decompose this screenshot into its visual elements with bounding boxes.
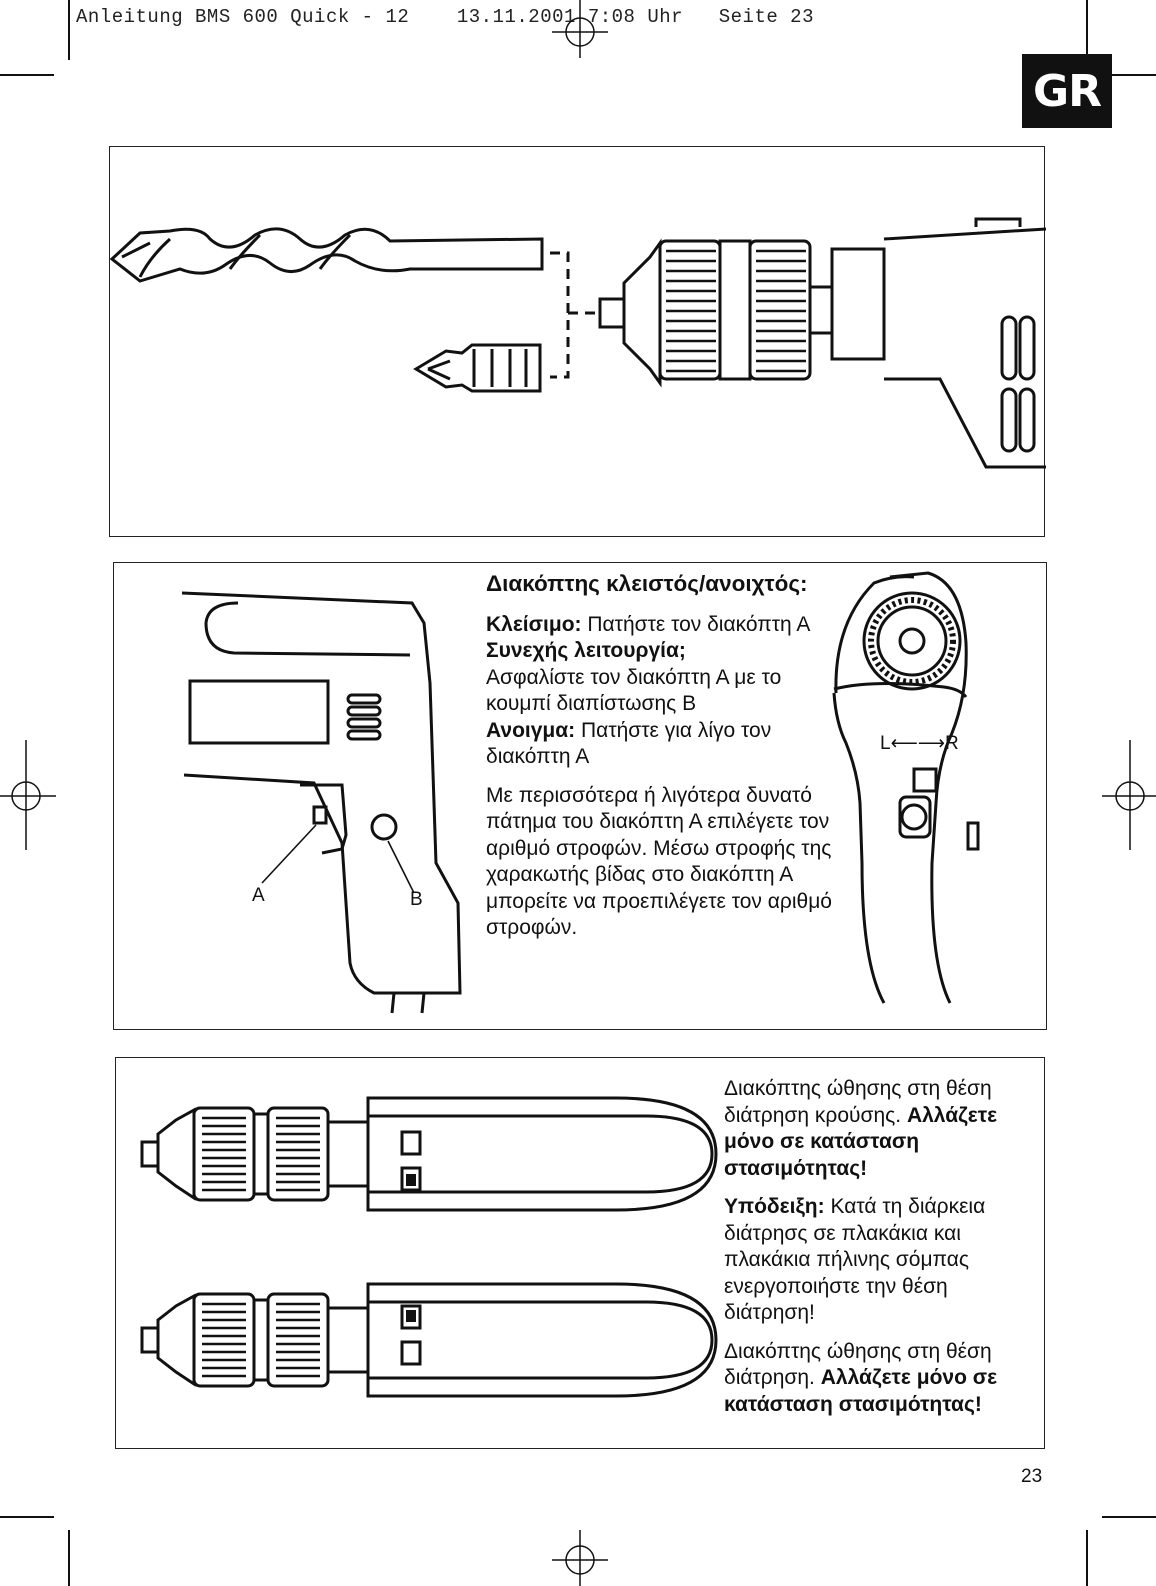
crop-mark <box>0 1516 54 1518</box>
label-switch-a: A <box>252 885 265 906</box>
registration-mark-bottom <box>540 1530 620 1586</box>
instruction-continuous-label: Συνεχής λειτουργία; <box>486 639 686 662</box>
instruction-drill-mode <box>724 1339 1024 1419</box>
section-hammer-switch <box>115 1057 1045 1449</box>
instruction-close-label: Κλείσιμο: <box>486 612 582 636</box>
crop-mark <box>1086 1530 1088 1586</box>
hammer-switch-instructions <box>724 1076 1024 1430</box>
registration-mark-top <box>540 0 620 60</box>
crop-mark <box>0 74 54 76</box>
section-on-off-switch <box>113 562 1047 1030</box>
instruction-open-label: Ανοιγμα: <box>486 718 576 742</box>
instruction-hammer-warning: Αλλάζετε μόνο σε κατάσταση στασιμότητας! <box>724 1103 998 1180</box>
switch-instructions <box>486 571 842 954</box>
registration-mark-right <box>1100 740 1156 850</box>
language-badge: GR <box>1022 54 1112 128</box>
registration-mark-left <box>0 740 60 850</box>
instruction-speed: Με περισσότερα ή λιγότερα δυνατό πάτημα του διακόπτη Α επιλέγετε τον αριθμό στροφών. Μέσω στροφής της χαρακωτής βίδας στο διακόπτη Α μπορείτε να προεπιλέγετε τον αριθμό στροφών. <box>486 783 832 939</box>
drill-bits-illustration <box>110 147 1046 538</box>
drill-mode-indicator <box>406 1310 416 1322</box>
instruction-tip-label: Υπόδειξη: <box>724 1195 825 1218</box>
label-direction-lr: L⟵⟶R <box>880 733 959 754</box>
instruction-drill-warning: Αλλάζετε μόνο σε κατάσταση στασιμότητας! <box>724 1366 998 1416</box>
header-page-label: Seite 23 <box>718 6 814 28</box>
header-date: 13.11.2001 <box>456 6 576 28</box>
crop-mark <box>68 1530 70 1586</box>
instruction-close-text: Πατήστε τον διακόπτη Α <box>581 612 811 636</box>
instruction-hammer-mode <box>724 1076 1024 1182</box>
instruction-close <box>486 612 842 639</box>
hammer-mode-indicator <box>406 1174 416 1186</box>
instruction-tip-text: Κατά τη διάρκεια διάτρησς σε πλακάκια και πλακάκια πήλινης σόμπας ενεργοποιήστε την θέση διάτρηση! <box>724 1195 986 1324</box>
figure-drill-bits <box>109 146 1045 537</box>
crop-mark <box>68 0 70 60</box>
instruction-open <box>486 718 842 771</box>
header-time: 7:08 Uhr <box>587 6 684 28</box>
instruction-continuous-text: Ασφαλίστε τον διακόπτη Α με το κουμπί διαπίστωσης Β <box>486 665 782 715</box>
header-doc: Anleitung BMS 600 Quick - 12 <box>76 6 410 28</box>
instruction-hammer-text: Διακόπτης ώθησης στη θέση διάτρηση κρούσης. <box>724 1077 992 1127</box>
section-heading: Διακόπτης κλειστός/ανοιχτός: <box>486 571 808 596</box>
page-number: 23 <box>1021 1466 1043 1487</box>
instruction-open-text: Πατήστε για λίγο τον διακόπτη Α <box>486 718 772 768</box>
instruction-tip <box>724 1194 1024 1327</box>
instruction-continuous <box>486 638 842 718</box>
instruction-drill-text: Διακόπτης ώθησης στη θέση διάτρηση. <box>724 1339 992 1389</box>
print-header <box>76 6 814 28</box>
crop-mark <box>1086 0 1088 54</box>
label-button-b: B <box>410 889 423 910</box>
crop-mark <box>1102 1516 1156 1518</box>
